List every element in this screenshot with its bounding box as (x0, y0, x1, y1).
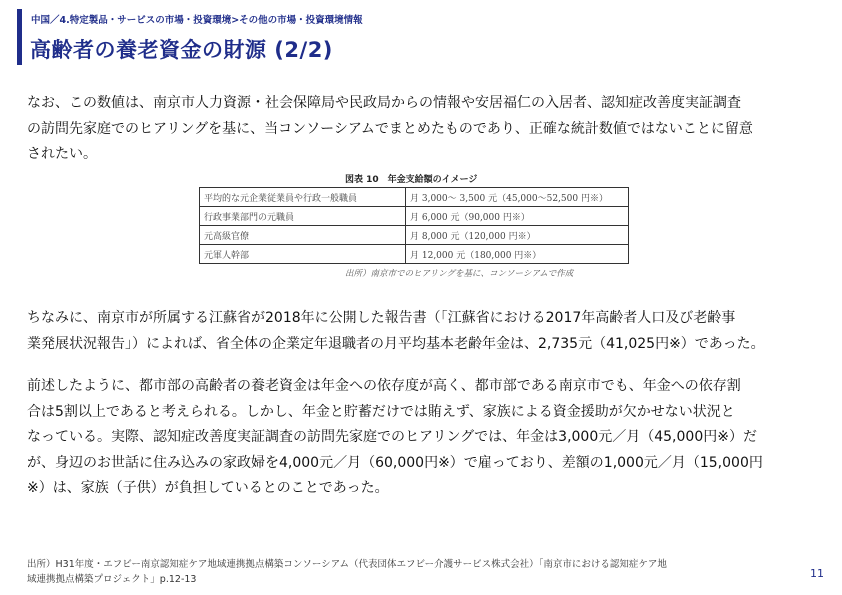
pension-table (199, 187, 629, 264)
table-cell-amount: 月 8,000 元（120,000 円※） (406, 226, 629, 245)
paragraph-line: の訪問先家庭でのヒアリングを基に、当コンソーシアムでまとめたものであり、正確な統計数値ではないことに留意 (27, 120, 753, 137)
table-row (200, 188, 629, 207)
table-cell-category: 行政事業部門の元職員 (200, 207, 406, 226)
paragraph-jiangsu-report (27, 306, 827, 357)
figure-caption: 図表 10 年金支給額のイメージ (345, 175, 478, 185)
table-row (200, 207, 629, 226)
table-cell-amount: 月 3,000～ 3,500 元（45,000～52,500 円※） (406, 188, 629, 207)
paragraph-line: 合は5割以上であると考えられる。しかし、年金と貯蓄だけでは賄えず、家族による資金援助が欠かせない状況と (27, 403, 735, 420)
source-line: 出所）H31年度・エフビー南京認知症ケア地域連携拠点構築コンソーシアム（代表団体エフビー介護サービス株式会社）「南京市における認知症ケア地 (27, 559, 667, 570)
table-cell-amount: 月 6,000 元（90,000 円※） (406, 207, 629, 226)
paragraph-line: が、身辺のお世話に住み込みの家政婦を4,000元／月（60,000円※）で雇っており、差額の1,000元／月（15,000円 (27, 454, 763, 471)
table-cell-amount: 月 12,000 元（180,000 円※） (406, 245, 629, 264)
page-title: 高齢者の養老資金の財源 (2/2) (30, 38, 333, 62)
paragraph-data-note (27, 91, 827, 168)
paragraph-line: ちなみに、南京市が所属する江蘇省が2018年に公開した報告書（「江蘇省における2017年高齢者人口及び老齢事 (27, 310, 736, 326)
table-cell-category: 平均的な元企業従業員や行政一般職員 (200, 188, 406, 207)
page-number: 11 (810, 567, 824, 580)
source-line: 域連携拠点構築プロジェクト」p.12-13 (27, 574, 197, 585)
figure-source: 出所）南京市でのヒアリングを基に、コンソーシアムで作成 (345, 269, 574, 279)
breadcrumb: 中国／4.特定製品・サービスの市場・投資環境>その他の市場・投資環境情報 (31, 15, 363, 26)
title-accent-bar (17, 9, 22, 65)
table-row (200, 245, 629, 264)
paragraph-line: 業発展状況報告」）によれば、省全体の企業定年退職者の月平均基本老齢年金は、2,735元（41,025円※）であった。 (27, 335, 765, 352)
paragraph-line: 前述したように、都市部の高齢者の養老資金は年金への依存度が高く、都市部である南京市でも、年金への依存割 (27, 378, 741, 394)
paragraph-pension-dependency (27, 374, 827, 502)
paragraph-line: なお、この数値は、南京市人力資源・社会保障局や民政局からの情報や安居福仁の入居者、認知症改善度実証調査 (27, 95, 741, 111)
paragraph-line: ※）は、家族（子供）が負担しているとのことであった。 (27, 480, 389, 496)
paragraph-line: なっている。実際、認知症改善度実証調査の訪問先家庭でのヒアリングでは、年金は3,000元／月（45,000円※）だ (27, 429, 757, 445)
source-note (27, 557, 787, 587)
paragraph-line: されたい。 (27, 146, 97, 162)
table-row (200, 226, 629, 245)
table-cell-category: 元高級官僚 (200, 226, 406, 245)
table-cell-category: 元軍人幹部 (200, 245, 406, 264)
